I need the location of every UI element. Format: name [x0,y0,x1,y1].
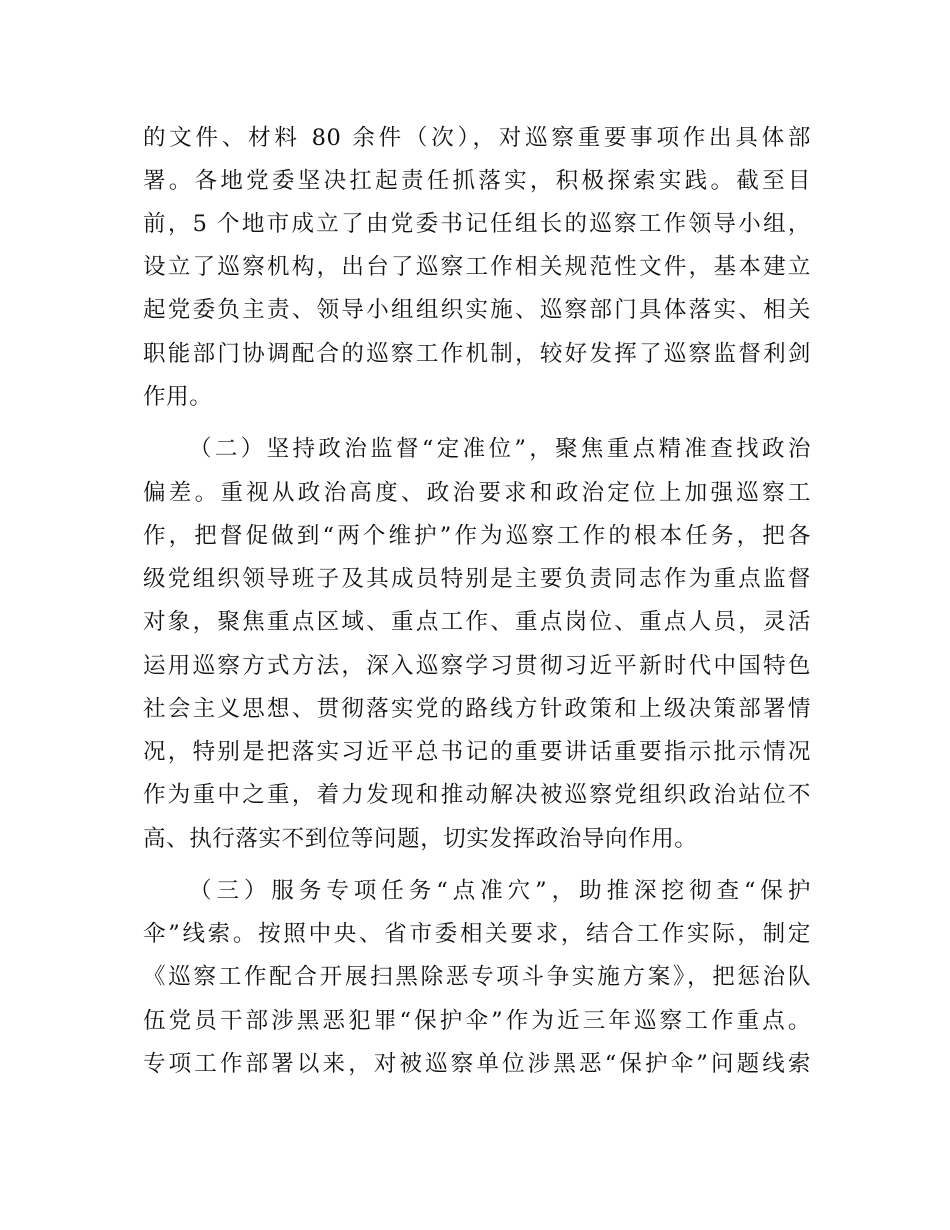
paragraph-2-line-1: （二）坚持政治监督“定准位”，聚焦重点精准查找政治 [189,436,811,462]
paragraph-1-line-6: 职能部门协调配合的巡察工作机制，较好发挥了巡察监督利剑 [143,341,811,367]
paragraph-2-line-3: 作，把督促做到“两个维护”作为巡察工作的根本任务，把各 [143,523,811,549]
paragraph-1-line-3: 前，5 个地市成立了由党委书记任组长的巡察工作领导小组， [143,211,811,237]
paragraph-3-line-5: 专项工作部署以来，对被巡察单位涉黑恶“保护伞”问题线索 [143,1051,811,1077]
paragraph-1-line-4: 设立了巡察机构，出台了巡察工作相关规范性文件，基本建立 [143,254,811,280]
paragraph-1-line-2: 署。各地党委坚决扛起责任抓落实，积极探索实践。截至目 [143,168,811,194]
paragraph-2-line-7: 社会主义思想、贯彻落实党的路线方针政策和上级决策部署情 [143,696,811,722]
paragraph-1-line-1: 的文件、材料 80 余件（次），对巡察重要事项作出具体部 [143,125,811,151]
paragraph-3-line-1: （三）服务专项任务“点准穴”，助推深挖彻查“保护 [189,878,811,904]
paragraph-2-line-2: 偏差。重视从政治高度、政治要求和政治定位上加强巡察工 [143,480,811,506]
paragraph-2-line-10: 高、执行落实不到位等问题，切实发挥政治导向作用。 [143,826,698,852]
paragraph-1-line-7: 作用。 [143,384,213,410]
paragraph-2-line-5: 对象，聚焦重点区域、重点工作、重点岗位、重点人员，灵活 [143,609,811,635]
paragraph-2-line-9: 作为重中之重，着力发现和推动解决被巡察党组织政治站位不 [143,782,811,808]
paragraph-3-line-4: 伍党员干部涉黑恶犯罪“保护伞”作为近三年巡察工作重点。 [143,1008,811,1034]
paragraph-3-line-3: 《巡察工作配合开展扫黑除恶专项斗争实施方案》，把惩治队 [143,964,811,990]
paragraph-2-line-8: 况，特别是把落实习近平总书记的重要讲话重要指示批示情况 [143,739,811,765]
paragraph-2-line-6: 运用巡察方式方法，深入巡察学习贯彻习近平新时代中国特色 [143,653,811,679]
paragraph-3-line-2: 伞”线索。按照中央、省市委相关要求，结合工作实际，制定 [143,921,811,947]
paragraph-2-line-4: 级党组织领导班子及其成员特别是主要负责同志作为重点监督 [143,566,811,592]
paragraph-1-line-5: 起党委负主责、领导小组组织实施、巡察部门具体落实、相关 [143,297,811,323]
